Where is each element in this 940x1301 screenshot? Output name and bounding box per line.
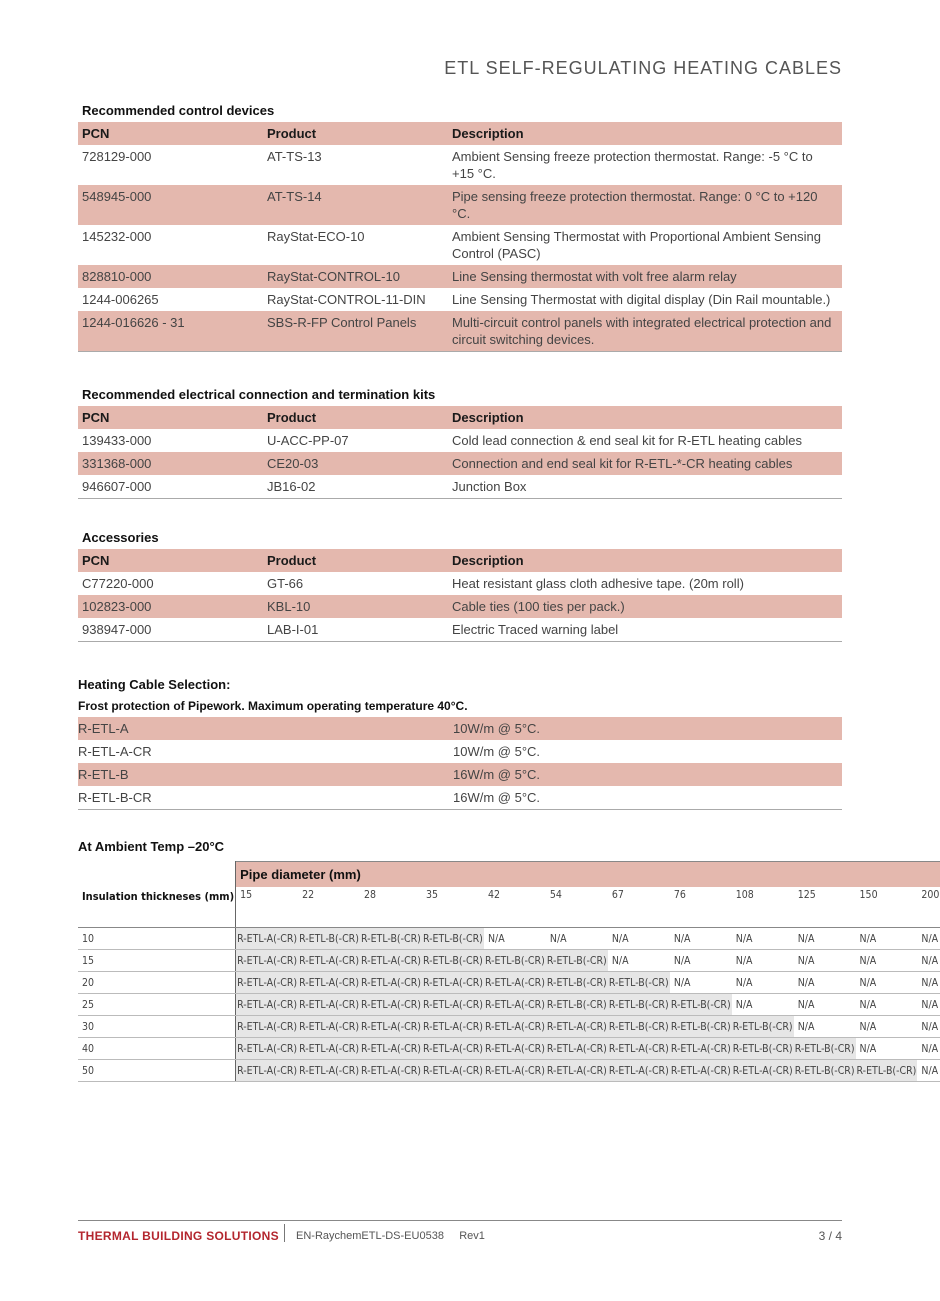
- product-cell: RayStat-CONTROL-10: [263, 265, 448, 288]
- description-header: Description: [448, 122, 842, 145]
- cable-output-cell: 10W/m @ 5°C.: [453, 744, 541, 759]
- cable-choice-cell: R-ETL-A(-CR): [422, 1038, 484, 1060]
- diameter-cell: 22: [298, 887, 360, 928]
- cable-choice-cell: R-ETL-A(-CR): [608, 1060, 670, 1082]
- table-row: [78, 1016, 940, 1038]
- cable-choice-cell: N/A: [856, 1038, 918, 1060]
- cable-choice-cell: R-ETL-B(-CR): [484, 950, 546, 972]
- cable-choice-cell: N/A: [917, 950, 940, 972]
- description-cell: Line Sensing Thermostat with digital display (Din Rail mountable.): [452, 292, 831, 307]
- ambient-selection-body: [78, 862, 940, 1082]
- table-row: [78, 429, 842, 452]
- diameter-cell: 42: [484, 887, 546, 928]
- cable-choice-cell: N/A: [917, 1016, 940, 1038]
- control-devices-section: [78, 103, 842, 352]
- connection-kits-body: [78, 429, 842, 499]
- cable-choice-cell: N/A: [794, 928, 856, 950]
- description-cell: Heat resistant glass cloth adhesive tape. (20m roll): [452, 576, 744, 591]
- thickness-cell: 15: [78, 950, 236, 972]
- pcn-cell: 102823-000: [78, 595, 263, 618]
- table-row: [78, 950, 940, 972]
- table-row: [78, 595, 842, 618]
- cable-name-cell: R-ETL-B-CR: [78, 786, 453, 810]
- diameter-cell: 150: [856, 887, 918, 928]
- table-row: [78, 475, 842, 499]
- cable-choice-cell: N/A: [732, 972, 794, 994]
- description-cell: Ambient Sensing freeze protection thermostat. Range: -5 °C to +15 °C.: [452, 149, 813, 181]
- product-cell: CE20-03: [263, 452, 448, 475]
- cable-choice-cell: N/A: [608, 950, 670, 972]
- control-devices-title: Recommended control devices: [82, 103, 275, 118]
- cable-choice-cell: R-ETL-B(-CR): [546, 994, 608, 1016]
- cable-choice-cell: N/A: [794, 950, 856, 972]
- cable-selection-title: Heating Cable Selection:: [78, 677, 231, 692]
- cable-choice-cell: N/A: [670, 928, 732, 950]
- cable-choice-cell: N/A: [917, 994, 940, 1016]
- pcn-header: PCN: [78, 549, 263, 572]
- cable-choice-cell: R-ETL-A(-CR): [360, 972, 422, 994]
- product-cell: SBS-R-FP Control Panels: [263, 311, 448, 352]
- table-row: [78, 994, 940, 1016]
- cable-choice-cell: R-ETL-A(-CR): [732, 1060, 794, 1082]
- product-header: Product: [263, 549, 448, 572]
- cable-choice-cell: R-ETL-A(-CR): [546, 1016, 608, 1038]
- cable-choice-cell: R-ETL-A(-CR): [484, 1016, 546, 1038]
- corner-cell: [78, 862, 236, 888]
- product-cell: AT-TS-13: [267, 149, 322, 164]
- cable-output-cell: 16W/m @ 5°C.: [453, 763, 842, 786]
- cable-choice-cell: R-ETL-A(-CR): [546, 1038, 608, 1060]
- cable-choice-cell: R-ETL-A(-CR): [236, 972, 298, 994]
- description-cell: Ambient Sensing Thermostat with Proportional Ambient Sensing Control (PASC): [452, 229, 822, 261]
- cable-choice-cell: R-ETL-A(-CR): [422, 1060, 484, 1082]
- thickness-cell: 30: [78, 1016, 236, 1038]
- cable-choice-cell: R-ETL-A(-CR): [484, 1038, 546, 1060]
- product-cell: RayStat-CONTROL-11-DIN: [267, 292, 426, 307]
- pcn-cell: C77220-000: [82, 576, 154, 591]
- table-row: [78, 572, 842, 595]
- cable-choice-cell: R-ETL-B(-CR): [546, 972, 608, 994]
- product-cell: GT-66: [267, 576, 304, 591]
- thickness-cell: 10: [78, 928, 236, 950]
- table-row: [78, 740, 842, 763]
- thickness-cell: 50: [78, 1060, 236, 1082]
- cable-choice-cell: R-ETL-A(-CR): [422, 972, 484, 994]
- table-row: [78, 1038, 940, 1060]
- cable-selection-section: [78, 677, 842, 810]
- description-header: Description: [448, 406, 842, 429]
- cable-choice-cell: R-ETL-B(-CR): [546, 950, 608, 972]
- thickness-cell: 20: [78, 972, 236, 994]
- diameter-cell: 200: [917, 887, 940, 928]
- description-cell: Multi-circuit control panels with integrated electrical protection and circuit switching devices.: [448, 311, 842, 352]
- page-number: 3 / 4: [818, 1229, 842, 1243]
- cable-name-cell: R-ETL-A-CR: [78, 744, 152, 759]
- product-cell: RayStat-ECO-10: [267, 229, 365, 244]
- table-row: [78, 311, 842, 352]
- description-cell: Cold lead connection & end seal kit for R-ETL heating cables: [452, 433, 802, 448]
- pcn-cell: 331368-000: [78, 452, 263, 475]
- description-cell: Electric Traced warning label: [448, 618, 842, 642]
- cable-choice-cell: R-ETL-A(-CR): [298, 972, 360, 994]
- description-header: Description: [448, 549, 842, 572]
- cable-choice-cell: R-ETL-A(-CR): [298, 1060, 360, 1082]
- table-row: [78, 452, 842, 475]
- cable-choice-cell: R-ETL-A(-CR): [360, 1060, 422, 1082]
- pcn-cell: 946607-000: [78, 475, 263, 499]
- footer: [78, 1220, 842, 1251]
- cable-choice-cell: N/A: [917, 928, 940, 950]
- diameter-cell: 35: [422, 887, 484, 928]
- cable-choice-cell: N/A: [856, 1016, 918, 1038]
- connection-kits-table: [78, 406, 842, 499]
- thickness-cell: 40: [78, 1038, 236, 1060]
- cable-choice-cell: R-ETL-A(-CR): [360, 1016, 422, 1038]
- diameter-cell: 108: [732, 887, 794, 928]
- cable-choice-cell: R-ETL-B(-CR): [856, 1060, 918, 1082]
- accessories-table: [78, 549, 842, 642]
- pcn-cell: 548945-000: [78, 185, 263, 225]
- cable-choice-cell: N/A: [484, 928, 546, 950]
- cable-choice-cell: N/A: [856, 994, 918, 1016]
- pipe-diameter-header: Pipe diameter (mm): [236, 862, 940, 888]
- table-row: [78, 225, 842, 265]
- table-row: [78, 145, 842, 185]
- product-header: Product: [263, 122, 448, 145]
- accessories-title: Accessories: [82, 530, 159, 545]
- cable-name-cell: R-ETL-A: [78, 717, 453, 740]
- thickness-cell: 25: [78, 994, 236, 1016]
- cable-choice-cell: R-ETL-B(-CR): [670, 1016, 732, 1038]
- cable-choice-cell: R-ETL-A(-CR): [236, 1060, 298, 1082]
- cable-choice-cell: R-ETL-A(-CR): [236, 928, 298, 950]
- cable-choice-cell: R-ETL-B(-CR): [608, 994, 670, 1016]
- cable-choice-cell: R-ETL-B(-CR): [422, 928, 484, 950]
- cable-choice-cell: R-ETL-B(-CR): [608, 972, 670, 994]
- cable-choice-cell: R-ETL-B(-CR): [732, 1038, 794, 1060]
- cable-choice-cell: N/A: [670, 950, 732, 972]
- cable-choice-cell: R-ETL-B(-CR): [360, 928, 422, 950]
- connection-kits-title: Recommended electrical connection and termination kits: [82, 387, 436, 402]
- product-cell: KBL-10: [263, 595, 448, 618]
- cable-selection-subtitle: Frost protection of Pipework. Maximum operating temperature 40°C.: [78, 699, 468, 713]
- table-row: [78, 185, 842, 225]
- cable-name-cell: R-ETL-B: [78, 763, 453, 786]
- product-cell: LAB-I-01: [263, 618, 448, 642]
- cable-choice-cell: R-ETL-B(-CR): [732, 1016, 794, 1038]
- description-cell: Cable ties (100 ties per pack.): [448, 595, 842, 618]
- pcn-cell: 1244-016626 - 31: [78, 311, 263, 352]
- cable-choice-cell: R-ETL-A(-CR): [422, 1016, 484, 1038]
- accessories-body: [78, 572, 842, 642]
- cable-output-cell: 10W/m @ 5°C.: [453, 717, 842, 740]
- table-row: [78, 928, 940, 950]
- ambient-title: At Ambient Temp –20°C: [78, 839, 225, 854]
- table-row: [78, 265, 842, 288]
- cable-choice-cell: N/A: [732, 950, 794, 972]
- cable-choice-cell: R-ETL-A(-CR): [236, 1016, 298, 1038]
- cable-choice-cell: R-ETL-A(-CR): [298, 1038, 360, 1060]
- cable-output-cell: 16W/m @ 5°C.: [453, 786, 842, 810]
- cable-choice-cell: R-ETL-B(-CR): [298, 928, 360, 950]
- cable-choice-cell: N/A: [794, 994, 856, 1016]
- accessories-section: [78, 530, 842, 642]
- cable-choice-cell: N/A: [917, 1038, 940, 1060]
- cable-choice-cell: R-ETL-A(-CR): [360, 950, 422, 972]
- table-row: [78, 288, 842, 311]
- diameter-cell: 15: [236, 887, 298, 928]
- pcn-cell: 728129-000: [82, 149, 152, 164]
- cable-choice-cell: R-ETL-A(-CR): [236, 994, 298, 1016]
- product-header: Product: [263, 406, 448, 429]
- cable-choice-cell: R-ETL-B(-CR): [422, 950, 484, 972]
- cable-choice-cell: R-ETL-A(-CR): [484, 1060, 546, 1082]
- cable-choice-cell: N/A: [794, 1016, 856, 1038]
- cable-choice-cell: R-ETL-A(-CR): [484, 994, 546, 1016]
- cable-selection-table: [78, 717, 842, 810]
- cable-choice-cell: R-ETL-A(-CR): [422, 994, 484, 1016]
- control-devices-body: [78, 145, 842, 352]
- cable-choice-cell: R-ETL-B(-CR): [794, 1038, 856, 1060]
- cable-choice-cell: R-ETL-A(-CR): [298, 950, 360, 972]
- diameter-cell: 67: [608, 887, 670, 928]
- footer-divider: [284, 1224, 285, 1242]
- diameter-cell: 28: [360, 887, 422, 928]
- cable-choice-cell: R-ETL-B(-CR): [608, 1016, 670, 1038]
- cable-choice-cell: R-ETL-A(-CR): [670, 1038, 732, 1060]
- pcn-cell: 145232-000: [82, 229, 152, 244]
- description-cell: Pipe sensing freeze protection thermostat. Range: 0 °C to +120 °C.: [448, 185, 842, 225]
- control-devices-table: [78, 122, 842, 352]
- cable-choice-cell: R-ETL-A(-CR): [360, 994, 422, 1016]
- cable-choice-cell: R-ETL-A(-CR): [236, 1038, 298, 1060]
- description-cell: Junction Box: [448, 475, 842, 499]
- product-cell: AT-TS-14: [263, 185, 448, 225]
- cable-choice-cell: R-ETL-B(-CR): [794, 1060, 856, 1082]
- cable-choice-cell: R-ETL-A(-CR): [670, 1060, 732, 1082]
- cable-choice-cell: R-ETL-B(-CR): [670, 994, 732, 1016]
- footer-brand: THERMAL BUILDING SOLUTIONS: [78, 1229, 279, 1243]
- cable-choice-cell: N/A: [794, 972, 856, 994]
- cable-choice-cell: R-ETL-A(-CR): [298, 1016, 360, 1038]
- cable-selection-body: [78, 717, 842, 810]
- ambient-section: [78, 839, 940, 1082]
- footer-document-id: EN-RaychemETL-DS-EU0538 Rev1: [296, 1230, 485, 1242]
- cable-choice-cell: N/A: [856, 928, 918, 950]
- cable-choice-cell: R-ETL-A(-CR): [360, 1038, 422, 1060]
- cable-choice-cell: R-ETL-A(-CR): [608, 1038, 670, 1060]
- document-title: ETL SELF-REGULATING HEATING CABLES: [444, 58, 842, 78]
- cable-choice-cell: R-ETL-A(-CR): [236, 950, 298, 972]
- table-row: [78, 786, 842, 810]
- diameter-cell: 125: [794, 887, 856, 928]
- pcn-header: PCN: [78, 406, 263, 429]
- cable-choice-cell: N/A: [856, 972, 918, 994]
- diameter-cell: 76: [670, 887, 732, 928]
- product-cell: JB16-02: [263, 475, 448, 499]
- cable-choice-cell: R-ETL-A(-CR): [484, 972, 546, 994]
- description-cell: Line Sensing thermostat with volt free alarm relay: [448, 265, 842, 288]
- cable-choice-cell: N/A: [732, 928, 794, 950]
- table-row: [78, 717, 842, 740]
- cable-choice-cell: N/A: [917, 1060, 940, 1082]
- pcn-cell: 1244-006265: [82, 292, 159, 307]
- connection-kits-section: [78, 387, 842, 499]
- diameter-cell: 54: [546, 887, 608, 928]
- cable-choice-cell: R-ETL-A(-CR): [298, 994, 360, 1016]
- cable-choice-cell: N/A: [546, 928, 608, 950]
- ambient-selection-table: [78, 861, 940, 1082]
- pcn-cell: 139433-000: [82, 433, 152, 448]
- cable-choice-cell: R-ETL-A(-CR): [546, 1060, 608, 1082]
- cable-choice-cell: N/A: [856, 950, 918, 972]
- cable-choice-cell: N/A: [732, 994, 794, 1016]
- cable-choice-cell: N/A: [917, 972, 940, 994]
- table-row: [78, 1060, 940, 1082]
- table-row: [78, 618, 842, 642]
- pcn-cell: 828810-000: [78, 265, 263, 288]
- table-row: [78, 972, 940, 994]
- description-cell: Connection and end seal kit for R-ETL-*-CR heating cables: [448, 452, 842, 475]
- pcn-cell: 938947-000: [78, 618, 263, 642]
- table-row: [78, 763, 842, 786]
- insulation-header: Insulation thickneses (mm): [78, 887, 236, 928]
- cable-choice-cell: N/A: [670, 972, 732, 994]
- product-cell: U-ACC-PP-07: [267, 433, 349, 448]
- pcn-header: PCN: [78, 122, 263, 145]
- cable-choice-cell: N/A: [608, 928, 670, 950]
